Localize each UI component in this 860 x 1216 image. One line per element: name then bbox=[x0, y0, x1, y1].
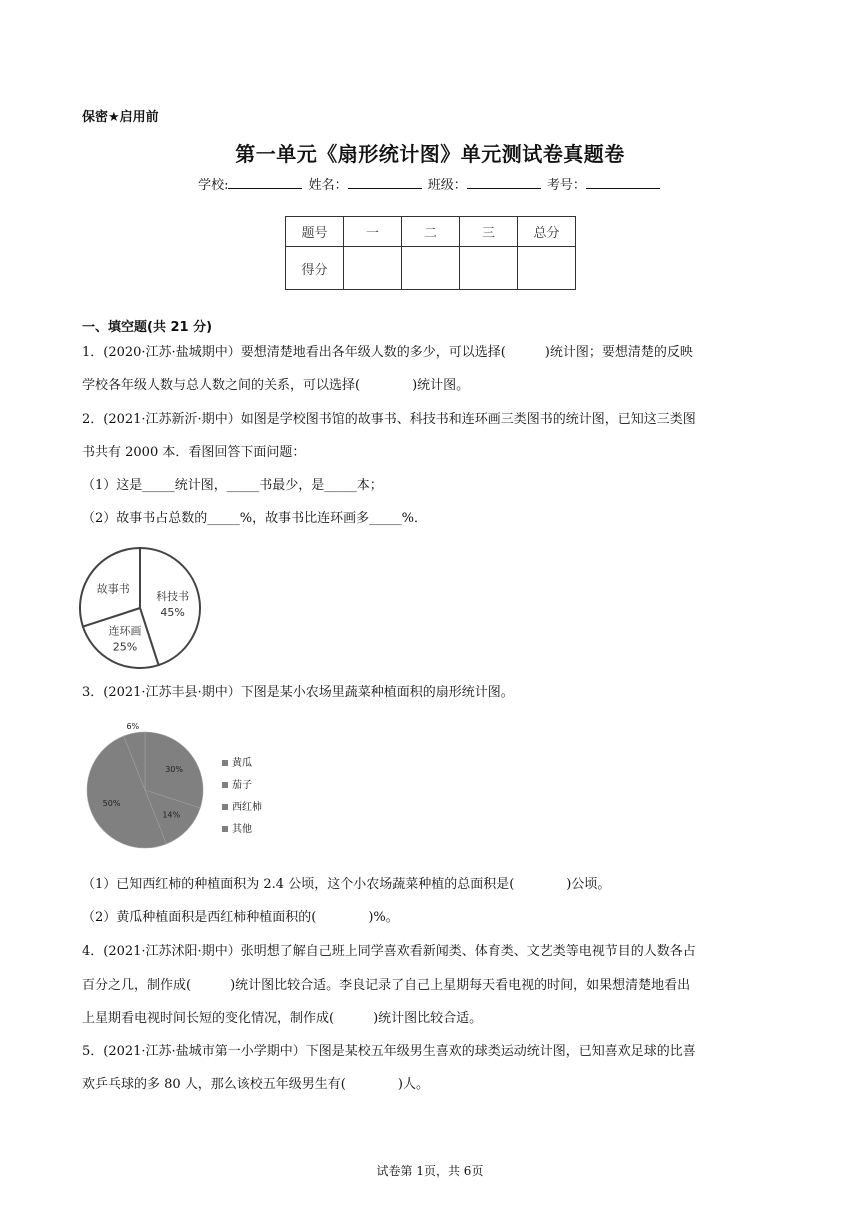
question-5-line-2: 欢乒乓球的多 80 人，那么该校五年级男生有( )人。 bbox=[82, 1077, 429, 1092]
score-header-cell: 一 bbox=[344, 217, 402, 247]
student-info-line bbox=[0, 174, 860, 193]
question-4-line-3: 上星期看电视时间长短的变化情况，制作成( )统计图比较合适。 bbox=[82, 1011, 483, 1026]
legend-item: 黄瓜 bbox=[222, 754, 252, 769]
page-title: 第一单元《扇形统计图》单元测试卷真题卷 bbox=[235, 142, 625, 166]
pie-value-label: 14% bbox=[162, 810, 181, 820]
score-cell[interactable] bbox=[518, 247, 576, 290]
question-3-sub-1: （1）已知西红柿的种植面积为 2.4 公顷，这个小农场蔬菜种植的总面积是( )公顷。 bbox=[82, 877, 611, 892]
score-cell[interactable] bbox=[344, 247, 402, 290]
question-3-sub-2: （2）黄瓜种植面积是西红柿种植面积的( )%。 bbox=[82, 910, 399, 925]
vegetable-pie-chart bbox=[78, 718, 212, 852]
score-table bbox=[285, 216, 576, 290]
pie-slice-label: 科技书 bbox=[156, 589, 190, 603]
pie-slice-label: 连环画 bbox=[108, 624, 142, 638]
confidential-label: 保密★启用前 bbox=[82, 110, 159, 125]
pie-slice-label: 故事书 bbox=[96, 582, 130, 596]
pie-value-label: 25% bbox=[112, 640, 138, 654]
legend-item: 茄子 bbox=[222, 776, 252, 791]
question-2-line-2: 书共有 2000 本．看图回答下面问题： bbox=[82, 445, 306, 460]
question-2-sub-1: （1）这是_____统计图，_____书最少，是_____本； bbox=[82, 478, 383, 493]
class-blank[interactable] bbox=[467, 176, 541, 189]
pie-value-label: 45% bbox=[160, 605, 185, 619]
legend-item: 其他 bbox=[222, 820, 252, 835]
score-cell[interactable] bbox=[460, 247, 518, 290]
score-row-label: 得分 bbox=[286, 247, 344, 290]
question-4-line-1: 4．(2021·江苏沭阳·期中）张明想了解自己班上同学喜欢看新闻类、体育类、文艺类等电视节目的人数各占 bbox=[82, 944, 696, 959]
score-header-cell: 总分 bbox=[518, 217, 576, 247]
school-blank[interactable] bbox=[228, 176, 302, 189]
question-2-sub-2: （2）故事书占总数的_____%，故事书比连环画多_____%． bbox=[82, 511, 427, 526]
score-header-cell: 三 bbox=[460, 217, 518, 247]
school-label: 学校: bbox=[198, 178, 229, 193]
legend-item: 西红柿 bbox=[222, 798, 262, 813]
score-header-cell: 题号 bbox=[286, 217, 344, 247]
pie-value-label: 50% bbox=[102, 799, 121, 809]
question-1-line-1: 1．(2020·江苏·盐城期中）要想清楚地看出各年级人数的多少，可以选择( )统计图；要想清楚的反映 bbox=[82, 345, 693, 360]
score-header-cell: 二 bbox=[402, 217, 460, 247]
question-4-line-2: 百分之几，制作成( )统计图比较合适。李良记录了自己上星期每天看电视的时间，如果想清楚地看出 bbox=[82, 978, 691, 993]
pie-value-label: 6% bbox=[126, 722, 140, 732]
exam-no-blank[interactable] bbox=[586, 176, 660, 189]
name-label: 姓名： bbox=[308, 178, 348, 193]
question-2-line-1: 2．(2021·江苏新沂·期中）如图是学校图书馆的故事书、科技书和连环画三类图书的统计图，已知这三类图 bbox=[82, 412, 696, 427]
name-blank[interactable] bbox=[348, 176, 422, 189]
page-footer: 试卷第 1页，共 6页 bbox=[376, 1164, 484, 1178]
exam-no-label: 考号： bbox=[546, 178, 586, 193]
question-1-line-2: 学校各年级人数与总人数之间的关系，可以选择( )统计图。 bbox=[82, 378, 470, 393]
score-cell[interactable] bbox=[402, 247, 460, 290]
class-label: 班级： bbox=[427, 178, 467, 193]
pie-value-label: 30% bbox=[165, 764, 183, 774]
section-heading: 一、填空题(共 21 分) bbox=[82, 320, 213, 335]
question-3-line-1: 3．(2021·江苏丰县·期中）下图是某小农场里蔬菜种植面积的扇形统计图。 bbox=[82, 685, 514, 700]
book-pie-chart bbox=[76, 544, 206, 672]
question-5-line-1: 5．(2021·江苏·盐城市第一小学期中）下图是某校五年级男生喜欢的球类运动统计图，已知喜欢足球的比喜 bbox=[82, 1044, 696, 1059]
